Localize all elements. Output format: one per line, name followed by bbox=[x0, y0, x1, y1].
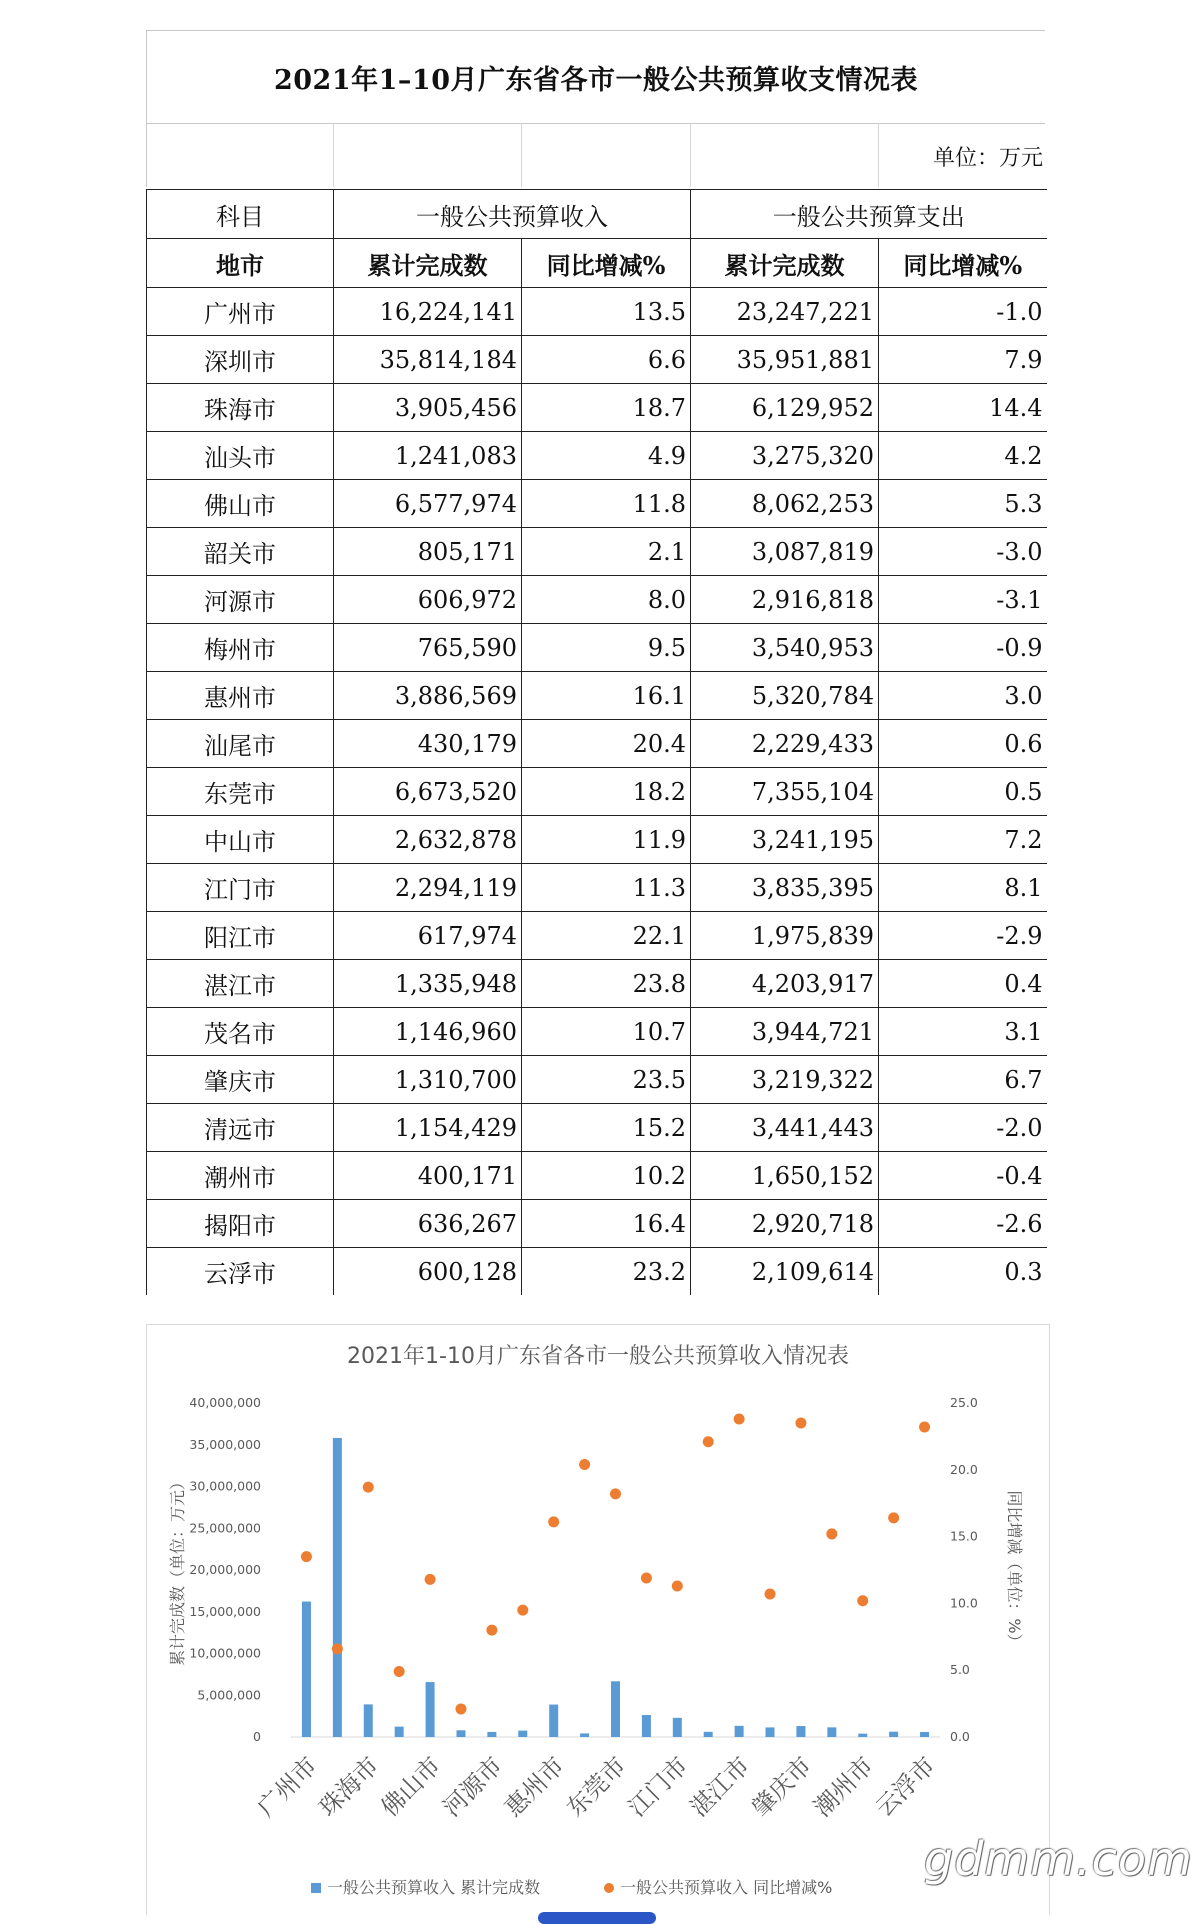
row-rev-yoy: 6.6 bbox=[522, 336, 691, 384]
bar-佛山市 bbox=[426, 1682, 435, 1737]
row-exp-total: 7,355,104 bbox=[691, 768, 879, 816]
x-tick-label: 江门市 bbox=[622, 1751, 694, 1823]
bar-韶关市 bbox=[456, 1730, 465, 1737]
row-exp-total: 4,203,917 bbox=[691, 960, 879, 1008]
unit-row-divider bbox=[521, 123, 522, 187]
row-exp-total: 3,275,320 bbox=[691, 432, 879, 480]
dot-梅州市 bbox=[517, 1605, 528, 1616]
bar-河源市 bbox=[487, 1732, 496, 1737]
y2-tick-label: 15.0 bbox=[950, 1528, 978, 1544]
row-city: 茂名市 bbox=[147, 1008, 334, 1056]
row-rev-total: 6,577,974 bbox=[334, 480, 522, 528]
row-city: 惠州市 bbox=[147, 672, 334, 720]
table-row bbox=[147, 1104, 1047, 1152]
row-exp-yoy: 6.7 bbox=[879, 1056, 1047, 1104]
x-tick-label: 广州市 bbox=[251, 1751, 323, 1823]
row-exp-total: 1,975,839 bbox=[691, 912, 879, 960]
row-city: 汕尾市 bbox=[147, 720, 334, 768]
row-rev-yoy: 16.4 bbox=[522, 1200, 691, 1248]
unit-label: 单位：万元 bbox=[932, 146, 1043, 171]
table-row bbox=[147, 1152, 1047, 1200]
unit-row-divider bbox=[690, 123, 691, 187]
dot-清远市 bbox=[826, 1528, 837, 1539]
y-tick-label: 15,000,000 bbox=[189, 1603, 261, 1619]
row-city: 东莞市 bbox=[147, 768, 334, 816]
x-tick-label: 珠海市 bbox=[313, 1751, 385, 1823]
table-row bbox=[147, 288, 1047, 336]
row-exp-total: 3,241,195 bbox=[691, 816, 879, 864]
dot-河源市 bbox=[486, 1625, 497, 1636]
row-exp-total: 8,062,253 bbox=[691, 480, 879, 528]
row-rev-total: 35,814,184 bbox=[334, 336, 522, 384]
header-exp-total: 累计完成数 bbox=[691, 239, 879, 288]
y-tick-label: 35,000,000 bbox=[189, 1436, 261, 1452]
x-tick-label: 惠州市 bbox=[499, 1751, 570, 1823]
row-rev-total: 1,146,960 bbox=[334, 1008, 522, 1056]
row-exp-total: 3,835,395 bbox=[691, 864, 879, 912]
row-exp-yoy: 8.1 bbox=[879, 864, 1047, 912]
table-row bbox=[147, 384, 1047, 432]
y-tick-label: 25,000,000 bbox=[189, 1520, 261, 1536]
row-exp-yoy: -0.9 bbox=[879, 624, 1047, 672]
row-rev-yoy: 8.0 bbox=[522, 576, 691, 624]
row-exp-yoy: -2.6 bbox=[879, 1200, 1047, 1248]
bar-清远市 bbox=[827, 1727, 836, 1737]
row-exp-yoy: 0.5 bbox=[879, 768, 1047, 816]
row-exp-total: 3,540,953 bbox=[691, 624, 879, 672]
row-rev-total: 1,241,083 bbox=[334, 432, 522, 480]
dot-韶关市 bbox=[455, 1703, 466, 1714]
table-row bbox=[147, 1200, 1047, 1248]
row-rev-total: 606,972 bbox=[334, 576, 522, 624]
legend-bar-label: 一般公共预算收入 累计完成数 bbox=[327, 1878, 541, 1897]
x-tick-label: 云浮市 bbox=[870, 1751, 941, 1823]
y2-tick-label: 10.0 bbox=[950, 1595, 978, 1611]
row-exp-yoy: -2.0 bbox=[879, 1104, 1047, 1152]
row-city: 肇庆市 bbox=[147, 1056, 334, 1104]
header-rev-total: 累计完成数 bbox=[334, 239, 522, 288]
x-tick-label: 河源市 bbox=[437, 1751, 509, 1823]
row-rev-total: 6,673,520 bbox=[334, 768, 522, 816]
row-rev-total: 617,974 bbox=[334, 912, 522, 960]
row-exp-total: 3,087,819 bbox=[691, 528, 879, 576]
revenue-chart-card bbox=[146, 1324, 1050, 1915]
table-row bbox=[147, 432, 1047, 480]
bar-云浮市 bbox=[920, 1732, 929, 1737]
y-axis-title: 累计完成数（单位：万元） bbox=[168, 1473, 187, 1667]
row-exp-yoy: 4.2 bbox=[879, 432, 1047, 480]
row-exp-total: 2,109,614 bbox=[691, 1248, 879, 1296]
row-rev-yoy: 23.2 bbox=[522, 1248, 691, 1296]
row-exp-yoy: 0.4 bbox=[879, 960, 1047, 1008]
row-exp-total: 23,247,221 bbox=[691, 288, 879, 336]
row-city: 江门市 bbox=[147, 864, 334, 912]
row-exp-yoy: 14.4 bbox=[879, 384, 1047, 432]
table-row bbox=[147, 1248, 1047, 1296]
row-rev-yoy: 2.1 bbox=[522, 528, 691, 576]
header-city: 地市 bbox=[147, 239, 334, 288]
row-city: 湛江市 bbox=[147, 960, 334, 1008]
dot-江门市 bbox=[672, 1581, 683, 1592]
table-row bbox=[147, 336, 1047, 384]
bar-中山市 bbox=[642, 1715, 651, 1737]
header-rev-yoy: 同比增减% bbox=[522, 239, 691, 288]
row-city: 深圳市 bbox=[147, 336, 334, 384]
header-row-columns bbox=[147, 239, 1047, 288]
row-city: 云浮市 bbox=[147, 1248, 334, 1296]
row-exp-total: 3,219,322 bbox=[691, 1056, 879, 1104]
row-rev-yoy: 22.1 bbox=[522, 912, 691, 960]
dot-肇庆市 bbox=[795, 1418, 806, 1429]
row-rev-total: 1,154,429 bbox=[334, 1104, 522, 1152]
table-row bbox=[147, 672, 1047, 720]
site-watermark: gdmm.com bbox=[924, 1832, 1193, 1886]
row-exp-total: 2,229,433 bbox=[691, 720, 879, 768]
y2-tick-label: 25.0 bbox=[950, 1395, 978, 1410]
table-title: 2021年1–10月广东省各市一般公共预算收支情况表 bbox=[273, 64, 918, 96]
row-rev-yoy: 11.8 bbox=[522, 480, 691, 528]
row-rev-yoy: 18.7 bbox=[522, 384, 691, 432]
row-exp-yoy: 3.0 bbox=[879, 672, 1047, 720]
row-rev-total: 1,335,948 bbox=[334, 960, 522, 1008]
row-city: 中山市 bbox=[147, 816, 334, 864]
dot-佛山市 bbox=[425, 1574, 436, 1585]
row-rev-total: 1,310,700 bbox=[334, 1056, 522, 1104]
row-exp-yoy: 0.3 bbox=[879, 1248, 1047, 1296]
unit-row bbox=[146, 123, 1047, 187]
bar-肇庆市 bbox=[796, 1726, 805, 1737]
row-city: 清远市 bbox=[147, 1104, 334, 1152]
row-exp-total: 3,944,721 bbox=[691, 1008, 879, 1056]
row-city: 佛山市 bbox=[147, 480, 334, 528]
row-city: 汕头市 bbox=[147, 432, 334, 480]
dot-深圳市 bbox=[332, 1643, 343, 1654]
bar-茂名市 bbox=[766, 1727, 775, 1737]
table-row bbox=[147, 576, 1047, 624]
table-row bbox=[147, 864, 1047, 912]
table-row bbox=[147, 720, 1047, 768]
table-row bbox=[147, 1056, 1047, 1104]
row-rev-yoy: 11.9 bbox=[522, 816, 691, 864]
bar-汕头市 bbox=[395, 1727, 404, 1737]
y2-tick-label: 0.0 bbox=[950, 1729, 970, 1744]
row-city: 阳江市 bbox=[147, 912, 334, 960]
bar-汕尾市 bbox=[580, 1733, 589, 1737]
table-row bbox=[147, 624, 1047, 672]
row-exp-yoy: 5.3 bbox=[879, 480, 1047, 528]
dot-惠州市 bbox=[548, 1516, 559, 1527]
row-rev-yoy: 16.1 bbox=[522, 672, 691, 720]
row-exp-yoy: 3.1 bbox=[879, 1008, 1047, 1056]
dot-珠海市 bbox=[363, 1482, 374, 1493]
row-rev-total: 765,590 bbox=[334, 624, 522, 672]
dot-中山市 bbox=[641, 1573, 652, 1584]
table-row bbox=[147, 1008, 1047, 1056]
row-exp-yoy: 0.6 bbox=[879, 720, 1047, 768]
bar-湛江市 bbox=[735, 1726, 744, 1737]
x-tick-label: 肇庆市 bbox=[746, 1751, 818, 1823]
row-rev-yoy: 15.2 bbox=[522, 1104, 691, 1152]
bar-揭阳市 bbox=[889, 1732, 898, 1737]
y-tick-label: 10,000,000 bbox=[189, 1645, 261, 1661]
table-row bbox=[147, 816, 1047, 864]
y-tick-label: 20,000,000 bbox=[189, 1562, 261, 1577]
table-row bbox=[147, 480, 1047, 528]
y-tick-label: 0 bbox=[253, 1729, 261, 1744]
legend-dot-swatch bbox=[604, 1883, 614, 1893]
row-exp-total: 5,320,784 bbox=[691, 672, 879, 720]
y-tick-label: 40,000,000 bbox=[189, 1395, 261, 1410]
budget-table bbox=[146, 189, 1047, 1295]
legend-bar-swatch bbox=[311, 1883, 321, 1893]
row-rev-yoy: 13.5 bbox=[522, 288, 691, 336]
dot-汕头市 bbox=[394, 1666, 405, 1677]
y-tick-label: 30,000,000 bbox=[189, 1478, 261, 1494]
bar-潮州市 bbox=[858, 1734, 867, 1737]
dot-茂名市 bbox=[765, 1589, 776, 1600]
x-tick-label: 潮州市 bbox=[808, 1751, 879, 1823]
bar-梅州市 bbox=[518, 1731, 527, 1737]
scroll-indicator[interactable] bbox=[538, 1912, 656, 1924]
row-rev-yoy: 23.5 bbox=[522, 1056, 691, 1104]
row-exp-yoy: -3.1 bbox=[879, 576, 1047, 624]
dot-东莞市 bbox=[610, 1488, 621, 1499]
row-rev-yoy: 10.7 bbox=[522, 1008, 691, 1056]
header-expenditure: 一般公共预算支出 bbox=[691, 190, 1047, 239]
row-rev-total: 3,886,569 bbox=[334, 672, 522, 720]
dot-广州市 bbox=[301, 1551, 312, 1562]
row-city: 珠海市 bbox=[147, 384, 334, 432]
x-tick-label: 湛江市 bbox=[684, 1751, 756, 1823]
row-rev-total: 16,224,141 bbox=[334, 288, 522, 336]
bar-珠海市 bbox=[364, 1704, 373, 1737]
y-tick-label: 5,000,000 bbox=[197, 1687, 261, 1703]
row-exp-total: 2,916,818 bbox=[691, 576, 879, 624]
table-row bbox=[147, 912, 1047, 960]
legend-dot-label: 一般公共预算收入 同比增减% bbox=[620, 1878, 833, 1897]
row-rev-total: 600,128 bbox=[334, 1248, 522, 1296]
x-tick-label: 东莞市 bbox=[561, 1751, 632, 1823]
x-tick-label: 佛山市 bbox=[375, 1751, 447, 1823]
table-title-box bbox=[146, 30, 1045, 124]
row-rev-yoy: 9.5 bbox=[522, 624, 691, 672]
table-row bbox=[147, 528, 1047, 576]
row-rev-total: 2,294,119 bbox=[334, 864, 522, 912]
unit-row-divider bbox=[878, 123, 879, 187]
bar-广州市 bbox=[302, 1602, 311, 1737]
row-rev-total: 805,171 bbox=[334, 528, 522, 576]
bar-阳江市 bbox=[704, 1732, 713, 1737]
row-city: 韶关市 bbox=[147, 528, 334, 576]
row-rev-yoy: 20.4 bbox=[522, 720, 691, 768]
row-exp-yoy: -0.4 bbox=[879, 1152, 1047, 1200]
header-row-subject bbox=[147, 190, 1047, 239]
row-city: 潮州市 bbox=[147, 1152, 334, 1200]
row-exp-total: 6,129,952 bbox=[691, 384, 879, 432]
row-city: 揭阳市 bbox=[147, 1200, 334, 1248]
row-exp-total: 35,951,881 bbox=[691, 336, 879, 384]
row-exp-total: 2,920,718 bbox=[691, 1200, 879, 1248]
row-rev-yoy: 10.2 bbox=[522, 1152, 691, 1200]
row-exp-yoy: 7.9 bbox=[879, 336, 1047, 384]
row-rev-total: 430,179 bbox=[334, 720, 522, 768]
header-revenue: 一般公共预算收入 bbox=[334, 190, 691, 239]
row-city: 河源市 bbox=[147, 576, 334, 624]
y2-tick-label: 5.0 bbox=[950, 1662, 970, 1678]
row-exp-yoy: -2.9 bbox=[879, 912, 1047, 960]
row-rev-total: 636,267 bbox=[334, 1200, 522, 1248]
row-rev-yoy: 4.9 bbox=[522, 432, 691, 480]
bar-深圳市 bbox=[333, 1438, 342, 1737]
y2-tick-label: 20.0 bbox=[950, 1461, 978, 1477]
header-subject: 科目 bbox=[147, 190, 334, 239]
dot-湛江市 bbox=[734, 1414, 745, 1425]
row-city: 广州市 bbox=[147, 288, 334, 336]
row-exp-yoy: -1.0 bbox=[879, 288, 1047, 336]
y2-axis-title: 同比增减（单位：%） bbox=[1005, 1490, 1024, 1650]
dot-云浮市 bbox=[919, 1422, 930, 1433]
table-row bbox=[147, 768, 1047, 816]
row-rev-total: 2,632,878 bbox=[334, 816, 522, 864]
row-rev-total: 3,905,456 bbox=[334, 384, 522, 432]
row-rev-yoy: 11.3 bbox=[522, 864, 691, 912]
chart-title: 2021年1-10月广东省各市一般公共预算收入情况表 bbox=[347, 1344, 849, 1369]
header-exp-yoy: 同比增减% bbox=[879, 239, 1047, 288]
dot-揭阳市 bbox=[888, 1512, 899, 1523]
row-city: 梅州市 bbox=[147, 624, 334, 672]
budget-table-card bbox=[146, 30, 1046, 1290]
table-row bbox=[147, 960, 1047, 1008]
dot-汕尾市 bbox=[579, 1459, 590, 1470]
row-exp-total: 1,650,152 bbox=[691, 1152, 879, 1200]
row-rev-yoy: 18.2 bbox=[522, 768, 691, 816]
bar-东莞市 bbox=[611, 1681, 620, 1737]
unit-row-divider bbox=[333, 123, 334, 187]
revenue-chart bbox=[147, 1325, 1049, 1915]
dot-潮州市 bbox=[857, 1595, 868, 1606]
row-exp-yoy: -3.0 bbox=[879, 528, 1047, 576]
row-rev-total: 400,171 bbox=[334, 1152, 522, 1200]
row-rev-yoy: 23.8 bbox=[522, 960, 691, 1008]
dot-阳江市 bbox=[703, 1436, 714, 1447]
bar-江门市 bbox=[673, 1718, 682, 1737]
row-exp-total: 3,441,443 bbox=[691, 1104, 879, 1152]
bar-惠州市 bbox=[549, 1705, 558, 1737]
row-exp-yoy: 7.2 bbox=[879, 816, 1047, 864]
